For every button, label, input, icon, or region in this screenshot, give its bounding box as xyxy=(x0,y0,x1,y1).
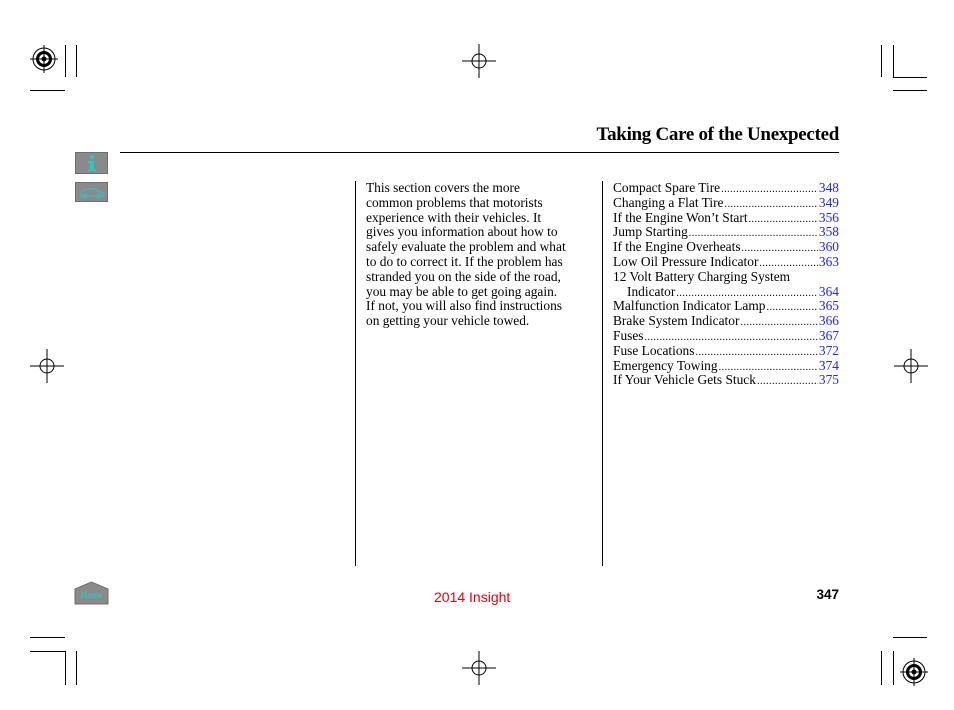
toc-label: Emergency Towing xyxy=(613,357,718,373)
toc-label: Low Oil Pressure Indicator xyxy=(613,253,759,269)
intro-line: common problems that motorists xyxy=(366,194,543,210)
info-icon xyxy=(76,153,107,173)
toc-item-fuse-locations[interactable] xyxy=(613,344,839,359)
intro-paragraph xyxy=(366,181,598,329)
toc-page-link[interactable]: 364 xyxy=(818,283,839,299)
toc-page-link[interactable]: 358 xyxy=(818,224,839,240)
section-title: Taking Care of the Unexpected xyxy=(596,124,839,145)
registration-mark-icon xyxy=(30,45,58,78)
toc-item-brake-system-indicator[interactable] xyxy=(613,314,839,329)
toc-item-malfunction-indicator[interactable] xyxy=(613,299,839,314)
toc-page-link[interactable]: 360 xyxy=(818,239,839,255)
toc-item-fuses[interactable] xyxy=(613,329,839,344)
crosshair-icon xyxy=(894,349,928,388)
intro-line: on getting your vehicle towed. xyxy=(366,313,530,329)
toc-label: 12 Volt Battery Charging System xyxy=(613,268,791,284)
toc-item-engine-wont-start[interactable] xyxy=(613,211,839,226)
toc-page-link[interactable]: 348 xyxy=(818,180,839,195)
toc-item-emergency-towing[interactable] xyxy=(613,359,839,374)
home-button[interactable] xyxy=(74,581,109,610)
column-divider xyxy=(355,181,356,566)
title-rule xyxy=(120,152,839,153)
toc-item-low-oil-pressure[interactable] xyxy=(613,255,839,270)
toc-page-link[interactable]: 374 xyxy=(818,357,839,373)
intro-line: safely evaluate the problem and what xyxy=(366,239,566,255)
info-nav-button[interactable] xyxy=(75,152,108,174)
toc-label: Changing a Flat Tire xyxy=(613,194,724,210)
toc-item-battery-charging-indicator[interactable] xyxy=(613,285,839,300)
toc-item-jump-starting[interactable] xyxy=(613,225,839,240)
intro-line: you may be able to get going again. xyxy=(366,283,558,299)
toc-page-link[interactable]: 367 xyxy=(818,327,839,343)
toc-label: Fuse Locations xyxy=(613,342,695,358)
table-of-contents xyxy=(613,181,839,388)
toc-label: If the Engine Won’t Start xyxy=(613,209,748,225)
toc-item-battery-charging-line1 xyxy=(613,270,839,285)
toc-label: Fuses xyxy=(613,327,644,343)
crosshair-icon xyxy=(30,349,64,388)
toc-page-link[interactable]: 363 xyxy=(818,253,839,269)
toc-page-link[interactable]: 375 xyxy=(818,372,839,388)
page-number: 347 xyxy=(816,587,839,602)
toc-page-link[interactable]: 365 xyxy=(818,298,839,314)
toc-item-changing-flat-tire[interactable] xyxy=(613,196,839,211)
footer-model-title[interactable]: 2014 Insight xyxy=(434,589,511,605)
toc-label: Indicator xyxy=(627,283,676,299)
intro-line: stranded you on the side of the road, xyxy=(366,268,561,284)
crosshair-icon xyxy=(462,44,496,83)
toc-page-link[interactable]: 372 xyxy=(818,342,839,358)
intro-line: gives you information about how to xyxy=(366,224,558,240)
intro-line: to do to correct it. If the problem has xyxy=(366,253,563,269)
toc-item-vehicle-stuck[interactable] xyxy=(613,373,839,388)
intro-line: If not, you will also find instructions xyxy=(366,298,563,314)
intro-line: experience with their vehicles. It xyxy=(366,209,542,225)
toc-label: Compact Spare Tire xyxy=(613,180,721,195)
intro-line: This section covers the more xyxy=(366,180,520,195)
toc-label: Brake System Indicator xyxy=(613,313,740,329)
toc-label: Jump Starting xyxy=(613,224,688,240)
toc-page-link[interactable]: 356 xyxy=(818,209,839,225)
home-icon xyxy=(74,581,109,605)
home-label: Home xyxy=(80,590,103,600)
toc-page-link[interactable]: 349 xyxy=(818,194,839,210)
toc-item-engine-overheats[interactable] xyxy=(613,240,839,255)
toc-label: Malfunction Indicator Lamp xyxy=(613,298,766,314)
toc-label: If the Engine Overheats xyxy=(613,239,741,255)
registration-mark-icon xyxy=(900,658,928,691)
crosshair-icon xyxy=(462,651,496,690)
car-nav-button[interactable] xyxy=(75,182,108,202)
car-icon xyxy=(76,183,107,201)
toc-item-compact-spare-tire[interactable] xyxy=(613,181,839,196)
column-divider xyxy=(602,181,603,566)
toc-page-link[interactable]: 366 xyxy=(818,313,839,329)
toc-label: If Your Vehicle Gets Stuck xyxy=(613,372,756,388)
